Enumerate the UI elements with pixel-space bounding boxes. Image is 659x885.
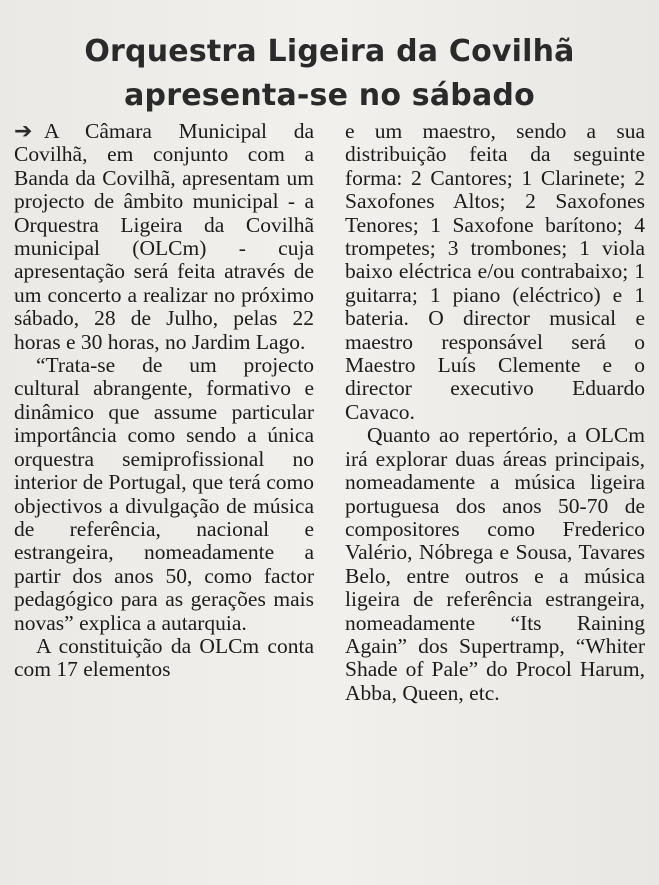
paragraph-intro-text: A Câmara Municipal da Covilhã, em conjunto com a Banda da Covilhã, apresentam um projecto de âmbito municipal - a Orquestra Ligeira da Covilhã municipal (OLCm) - cuja apresentação será feita através de um concerto a realizar no próximo sábado, 28 de Julho, pelas 22 horas e 30 horas, no Jardim Lago. (14, 119, 314, 354)
column-left (14, 120, 314, 705)
article-body (14, 120, 645, 705)
arrow-right-icon: ➔ (14, 119, 33, 144)
headline-line-1: Orquestra Ligeira da Covilhã (84, 34, 575, 69)
paragraph-constitution: A constituição da OLCm conta com 17 elementos (14, 633, 314, 682)
paragraph-repertoire: Quanto ao repertório, a OLCm irá explorar duas áreas principais, nomeadamente a música ligeira portuguesa dos anos 50-70 de compositores como Frederico Valério, Nóbrega e Sousa, Tavares Belo, entre outros e a música ligeira de referência estrangeira, nomeadamente “Its Raining Again” dos Supertramp, “Whiter Shade of Pale” do Procol Harum, Abba, Queen, etc. (345, 423, 645, 705)
column-right (345, 120, 645, 705)
paragraph-distribution: e um maestro, sendo a sua distribuição feita da seguinte forma: 2 Cantores; 1 Clarinete; 2 Saxofones Altos; 2 Saxofones Tenores; 1 Saxofone barítono; 4 trompetes; 3 trombones; 1 viola baixo eléctrica e/ou contrabaixo; 1 guitarra; 1 piano (eléctrico) e 1 bateria. O director musical e maestro responsável será o Maestro Luís Clemente e o director executivo Eduardo Cavaco. (345, 119, 645, 424)
headline-line-2: apresenta-se no sábado (124, 78, 535, 113)
paragraph-quote: “Trata-se de um projecto cultural abrangente, formativo e dinâmico que assume particular importância como sendo a única orquestra semiprofissional no interior de Portugal, que terá como objectivos a divulgação de música de referência, nacional e estrangeira, nomeadamente a partir dos anos 50, como factor pedagógico para as gerações mais novas” explica a autarquia. (14, 353, 314, 635)
headline (8, 30, 651, 118)
paragraph-intro (14, 120, 314, 354)
